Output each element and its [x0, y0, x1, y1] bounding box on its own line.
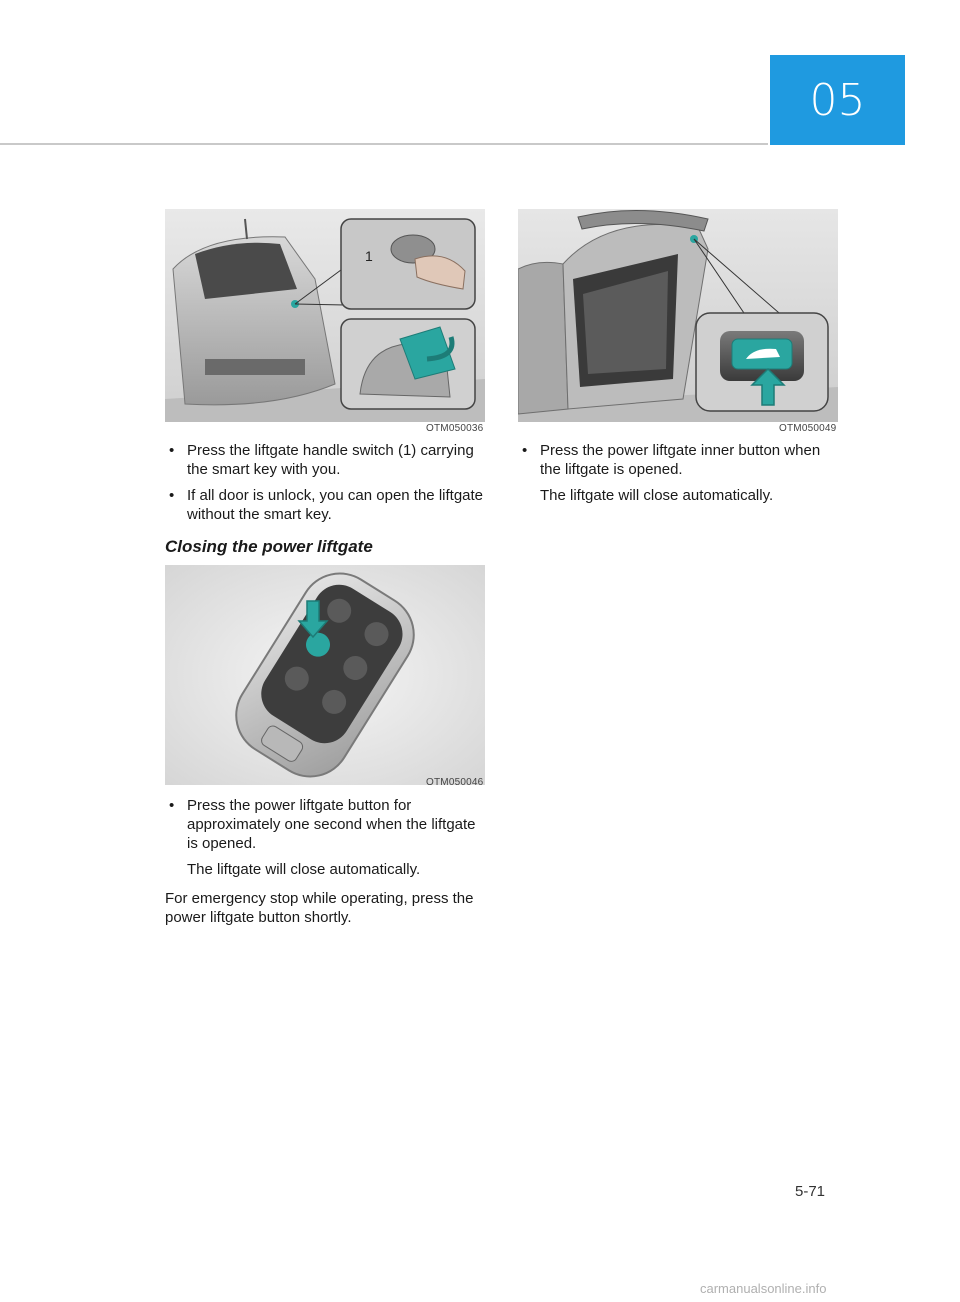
header-rule — [0, 143, 768, 145]
bullet-dot: • — [169, 797, 175, 814]
watermark: carmanualsonline.info — [700, 1281, 827, 1296]
bullet-text: Press the power liftgate inner button when the liftgate is opened. — [540, 442, 821, 478]
page-number: 5-71 — [795, 1183, 826, 1200]
bullet-item — [165, 441, 485, 479]
figure-liftgate-handle — [165, 209, 485, 422]
bullet-text: If all door is unlock, you can open the liftgate without the smart key. — [187, 487, 484, 523]
chapter-tab: 05 — [770, 55, 905, 145]
emergency-text: For emergency stop while operating, press the power liftgate button shortly. — [165, 890, 474, 926]
figure-code: OTM050049 — [779, 423, 837, 434]
bullet-item — [165, 796, 485, 853]
bullet-item — [518, 441, 838, 479]
note-text: The liftgate will close automatically. — [540, 487, 774, 504]
bullet-item — [165, 486, 485, 524]
bullet-text: Press the liftgate handle switch (1) carrying the smart key with you. — [187, 442, 474, 478]
bullet-dot: • — [169, 442, 175, 459]
section-title: Closing the power liftgate — [165, 537, 373, 556]
bullet-dot: • — [522, 442, 528, 459]
figure-code: OTM050036 — [426, 423, 484, 434]
note-text: The liftgate will close automatically. — [187, 861, 421, 878]
figure-code: OTM050046 — [426, 777, 484, 788]
figure-inner-button — [518, 209, 838, 422]
left-bullets-top — [165, 441, 485, 531]
left-bullets-bottom — [165, 796, 485, 927]
bullet-dot: • — [169, 487, 175, 504]
bullet-text: Press the power liftgate button for approximately one second when the liftgate is opened. — [187, 797, 476, 852]
callout-1: 1 — [365, 248, 373, 264]
right-bullets — [518, 441, 838, 515]
figure-smart-key — [165, 565, 485, 785]
